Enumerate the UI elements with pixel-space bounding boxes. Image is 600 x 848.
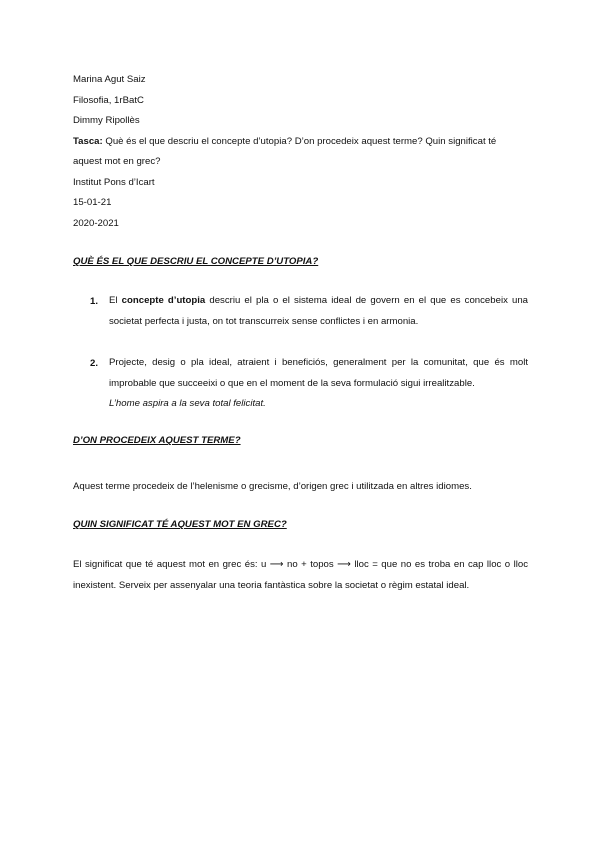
task-line (73, 136, 528, 148)
list-item-number: 2. (90, 358, 99, 369)
example-sentence: L’home aspira a la seva total felicitat. (109, 398, 266, 409)
section1-heading: QUÈ ÉS EL QUE DESCRIU EL CONCEPTE D’UTOPIA? (73, 256, 319, 267)
teacher-name: Dimmy Ripollès (73, 115, 140, 126)
section3-heading: QUIN SIGNIFICAT TÉ AQUEST MOT EN GREC? (73, 519, 287, 530)
list-item-1: El concepte d’utopia descriu el pla o el sistema ideal de govern en el que es concebeix una societat perfecta i justa, on tot transcurreix sense conflictes i en armonia. (109, 295, 529, 327)
academic-year: 2020-2021 (73, 218, 119, 229)
document-date: 15-01-21 (73, 197, 112, 208)
section3-text: El significat que té aquest mot en grec és: u ⟶ no + topos ⟶ lloc = que no es troba en cap lloc o lloc inexistent. Serveix per assenyalar una teoria fantàstica sobre la societat o règim estatal ideal. (73, 559, 528, 591)
section2-heading: D’ON PROCEDEIX AQUEST TERME? (73, 435, 241, 446)
list-item-number: 1. (90, 296, 99, 307)
course-name: Filosofia, 1rBatC (73, 95, 144, 106)
section2-text: Aquest terme procedeix de l’helenisme o grecisme, d’origen grec i utilitzada en altres idiomes. (73, 481, 472, 492)
task-label: Tasca: (73, 136, 103, 147)
task-text-line1: Què és el que descriu el concepte d’utopia? D’on procedeix aquest terme? Quin significat té (105, 136, 497, 147)
list-item-2: Projecte, desig o pla ideal, atraient i beneficiós, generalment per la comunitat, que és molt improbable que succeeixi o que en el moment de la seva formulació sigui irrealitzable. L’home aspira a la seva total felicitat. (109, 357, 528, 409)
concept-term: concepte d’utopia (121, 295, 206, 306)
school-name: Institut Pons d’Icart (73, 177, 155, 188)
task-text-line2: aquest mot en grec? (73, 156, 161, 167)
author-name: Marina Agut Saiz (73, 74, 146, 85)
